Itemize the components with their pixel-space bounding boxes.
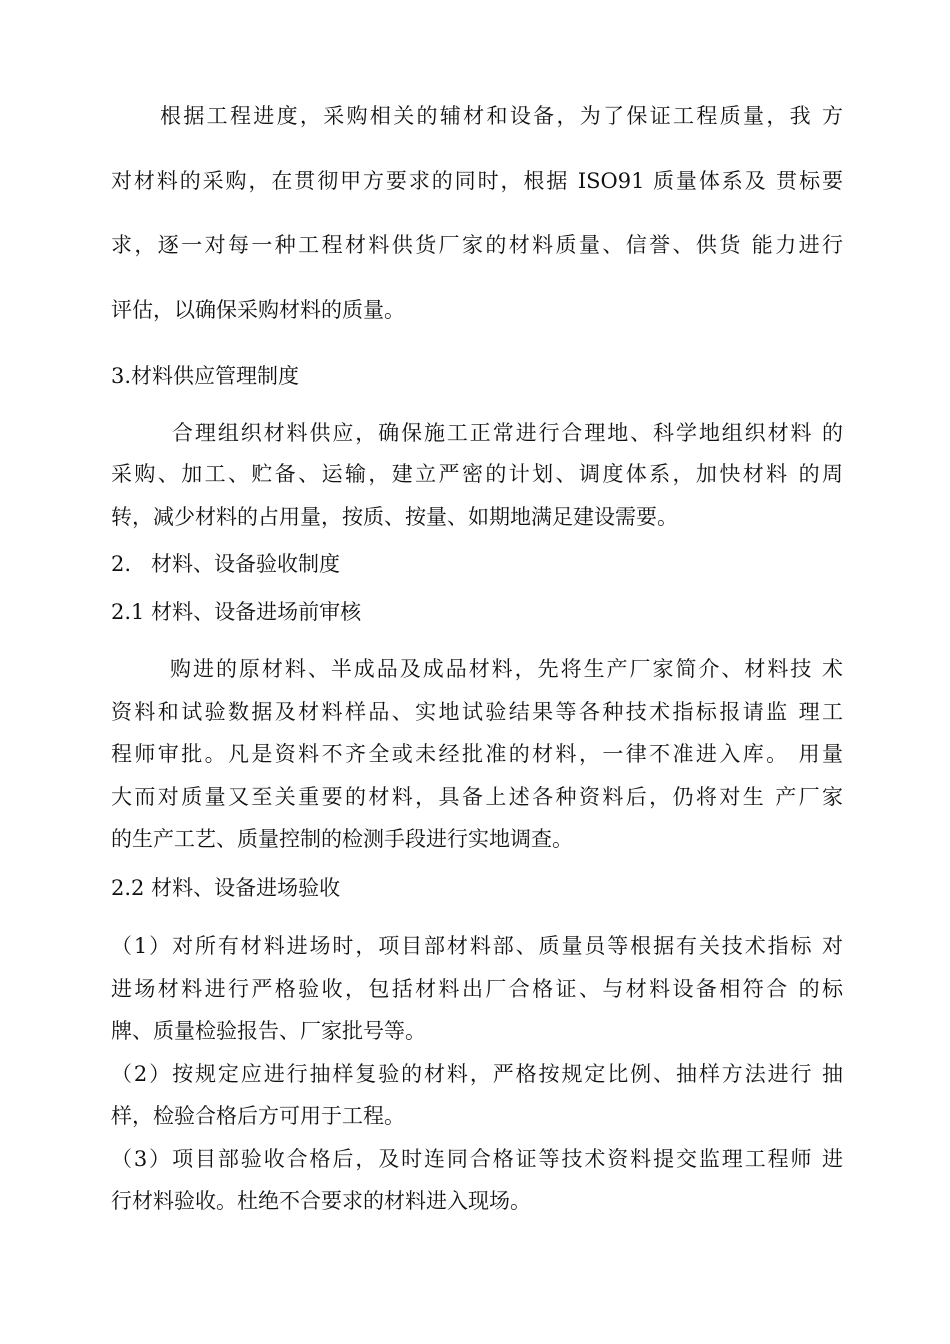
heading-2-1-pre-entry-review: 2.1 材料、设备进场前审核 <box>111 600 362 624</box>
heading-2-2-entry-acceptance: 2.2 材料、设备进场验收 <box>111 876 341 900</box>
paragraph-3-line-3: 程师审批。凡是资料不齐全或未经批准的材料，一律不准进入库。 用量 <box>111 742 843 766</box>
paragraph-2-line-2: 采购、加工、贮备、运输，建立严密的计划、调度体系，加快材料 的周 <box>111 462 843 486</box>
item-1-line-3: 牌、质量检验报告、厂家批号等。 <box>111 1019 426 1043</box>
item-3-line-2: 行材料验收。杜绝不合要求的材料进入现场。 <box>111 1189 531 1213</box>
paragraph-2-line-1: 合理组织材料供应，确保施工正常进行合理地、科学地组织材料 的 <box>172 421 843 445</box>
heading-3-material-supply: 3.材料供应管理制度 <box>111 364 300 388</box>
item-1-line-1: （1）对所有材料进场时，项目部材料部、质量员等根据有关技术指标 对 <box>111 934 843 958</box>
paragraph-3-line-4: 大而对质量又至关重要的材料，具备上述各种资料后，仍将对生 产厂家 <box>111 785 843 809</box>
paragraph-1-line-4: 评估，以确保采购材料的质量。 <box>111 298 405 322</box>
paragraph-1-line-3: 求，逐一对每一种工程材料供货厂家的材料质量、信誉、供货 能力进行 <box>111 233 843 257</box>
item-2-line-2: 样，检验合格后方可用于工程。 <box>111 1104 405 1128</box>
paragraph-3-line-5: 的生产工艺、质量控制的检测手段进行实地调查。 <box>111 827 573 851</box>
item-2-line-1: （2）按规定应进行抽样复验的材料，严格按规定比例、抽样方法进行 抽 <box>111 1062 843 1086</box>
item-1-line-2: 进场材料进行严格验收，包括材料出厂合格证、与材料设备相符合 的标 <box>111 977 843 1001</box>
paragraph-2-line-3: 转，减少材料的占用量，按质、按量、如期地满足建设需要。 <box>111 505 678 529</box>
heading-2-acceptance: 2. 材料、设备验收制度 <box>111 552 341 576</box>
paragraph-3-line-1: 购进的原材料、半成品及成品材料，先将生产厂家简介、材料技 术 <box>170 657 843 681</box>
paragraph-1-line-2: 对材料的采购，在贯彻甲方要求的同时，根据 ISO91 质量体系及 贯标要 <box>111 169 843 193</box>
item-3-line-1: （3）项目部验收合格后，及时连同合格证等技术资料提交监理工程师 进 <box>111 1147 843 1171</box>
paragraph-1-line-1: 根据工程进度，采购相关的辅材和设备，为了保证工程质量，我 方 <box>160 104 843 128</box>
paragraph-3-line-2: 资料和试验数据及材料样品、实地试验结果等各种技术指标报请监 理工 <box>111 700 843 724</box>
